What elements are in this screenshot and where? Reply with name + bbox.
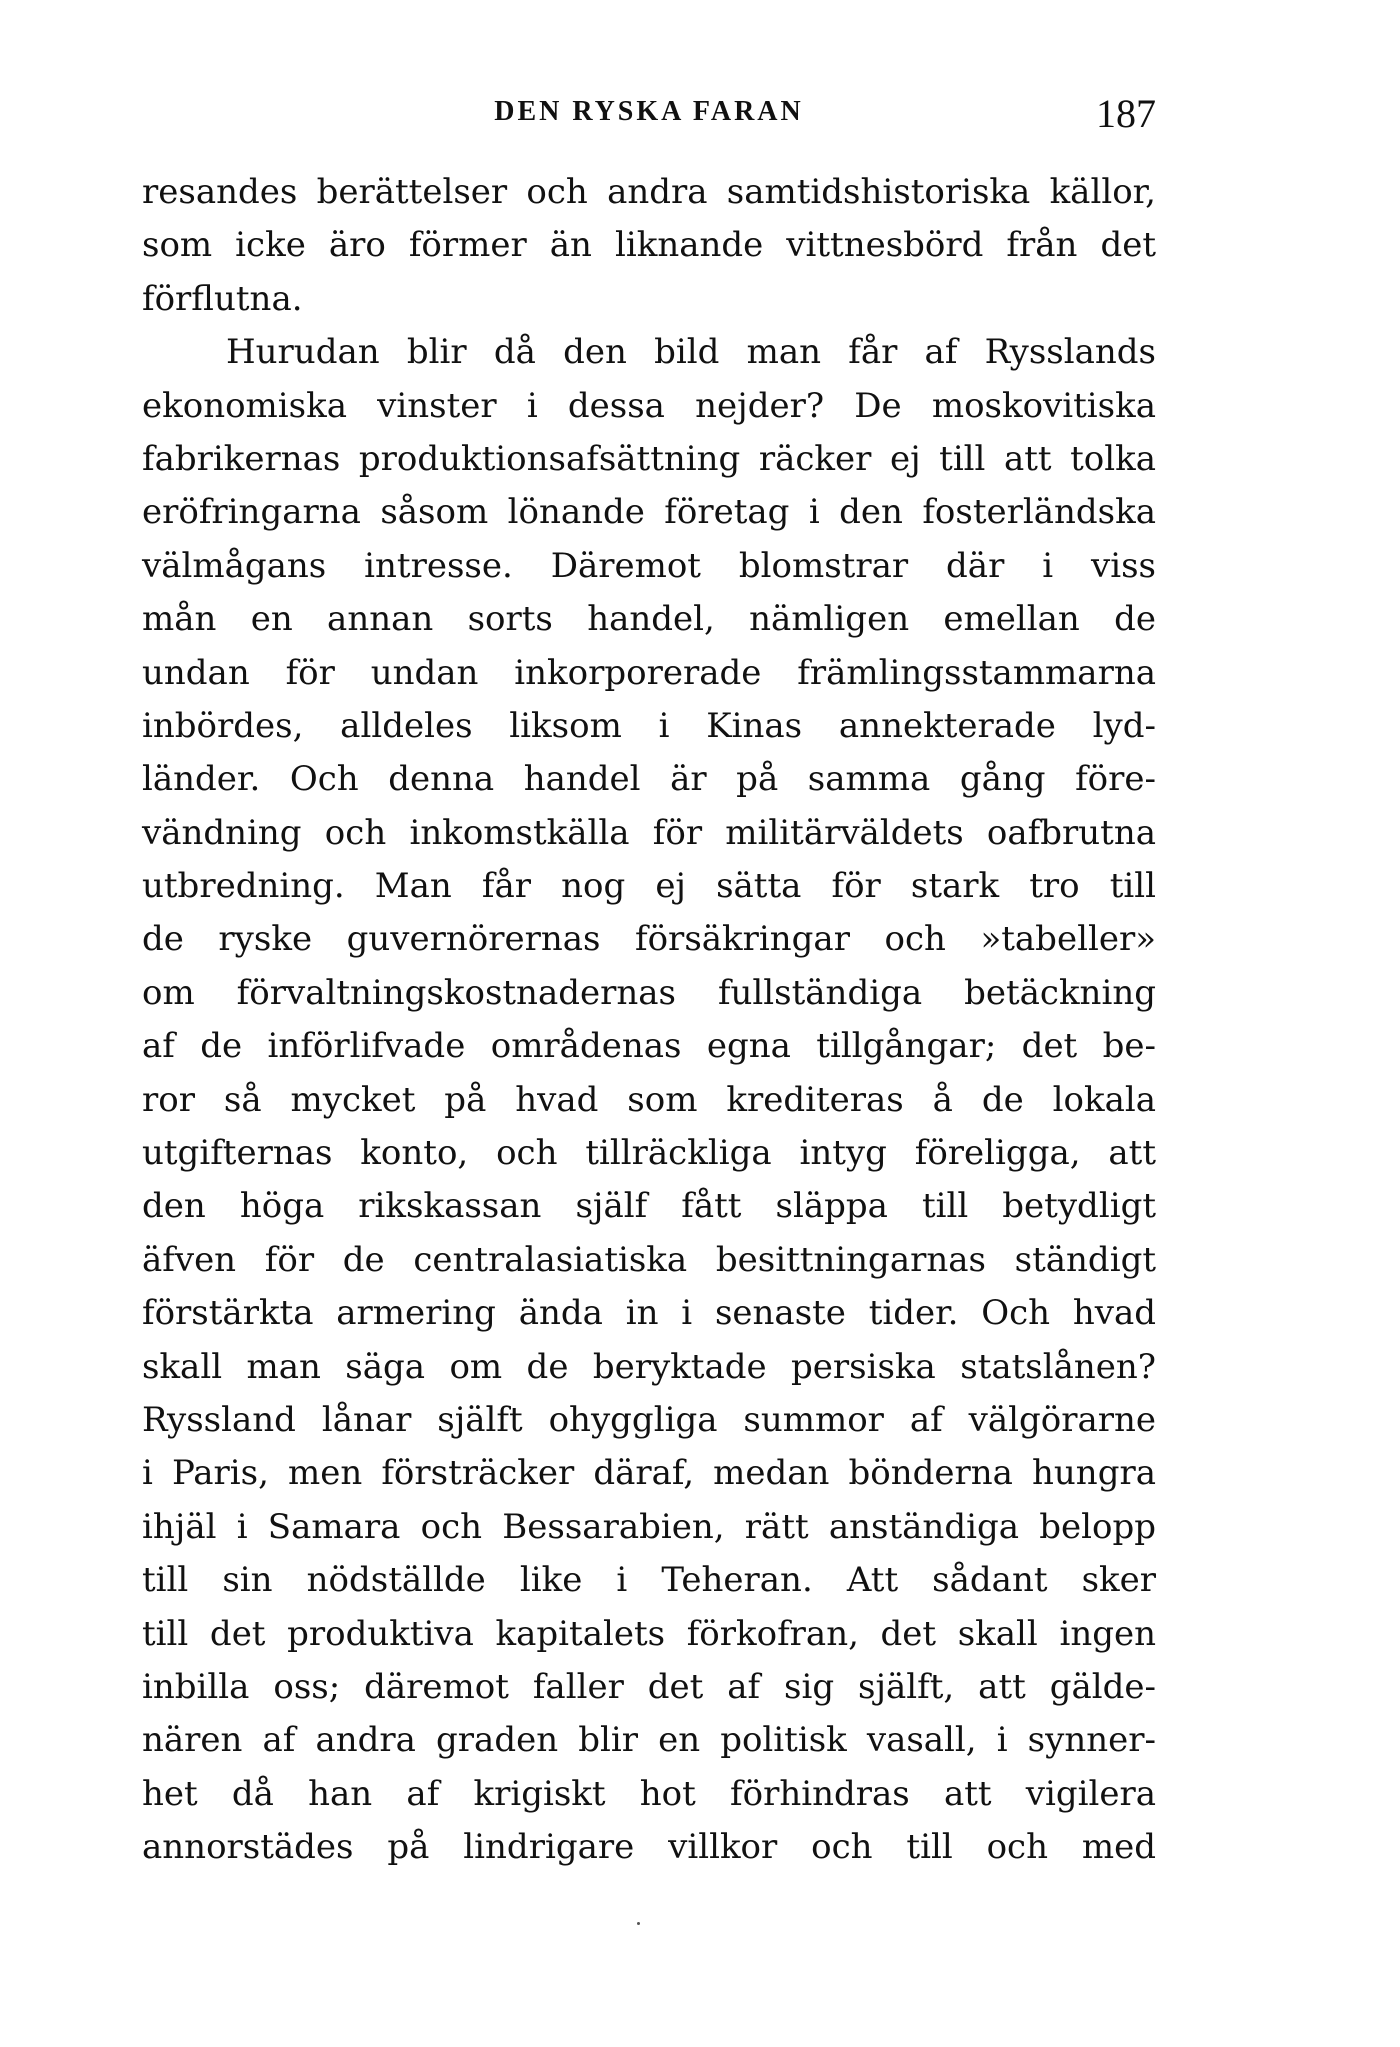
text-line: ekonomiska vinster i dessa nejder? De moskovitiska bbox=[142, 385, 1156, 426]
text-line: Hurudan blir då den bild man får af Rysslands bbox=[226, 332, 1156, 373]
print-speck bbox=[637, 1922, 640, 1925]
text-line: i Paris, men försträcker däraf, medan bönderna hungra bbox=[142, 1453, 1156, 1494]
text-line: skall man säga om de beryktade persiska statslånen? bbox=[142, 1346, 1156, 1387]
text-line: äfven för de centralasiatiska besittningarnas ständigt bbox=[142, 1239, 1156, 1280]
text-line: vändning och inkomstkälla för militärväldets oafbrutna bbox=[142, 812, 1156, 853]
text-line: undan för undan inkorporerade främlingsstammarna bbox=[142, 652, 1156, 693]
text-line: inbördes, alldeles liksom i Kinas annekterade lyd- bbox=[142, 705, 1156, 746]
text-line: den höga rikskassan själf fått släppa till betydligt bbox=[142, 1186, 1156, 1227]
text-line: förstärkta armering ända in i senaste tider. Och hvad bbox=[142, 1293, 1156, 1334]
text-line: resandes berättelser och andra samtidshistoriska källor, bbox=[142, 172, 1156, 212]
text-line: om förvaltningskostnadernas fullständiga betäckning bbox=[142, 972, 1156, 1013]
text-line: af de införlifvade områdenas egna tillgångar; det be- bbox=[142, 1026, 1156, 1067]
text-line: länder. Och denna handel är på samma gång före- bbox=[142, 759, 1156, 800]
text-line: ihjäl i Samara och Bessarabien, rätt anständiga belopp bbox=[142, 1506, 1156, 1547]
text-line: inbilla oss; däremot faller det af sig själft, att gälde- bbox=[142, 1666, 1156, 1707]
text-line: mån en annan sorts handel, nämligen emellan de bbox=[142, 599, 1156, 640]
text-line: till sin nödställde like i Teheran. Att sådant sker bbox=[142, 1560, 1156, 1601]
text-line: Ryssland lånar själft ohyggliga summor af välgörarne bbox=[142, 1399, 1156, 1440]
text-line: förflutna. bbox=[142, 278, 303, 319]
page-number: 187 bbox=[1096, 91, 1156, 136]
text-line: till det produktiva kapitalets förkofran, det skall ingen bbox=[142, 1613, 1156, 1654]
text-line: de ryske guvernörernas försäkringar och »tabeller» bbox=[142, 919, 1156, 960]
text-line: välmågans intresse. Däremot blomstrar där i viss bbox=[142, 545, 1156, 586]
text-line: fabrikernas produktionsafsättning räcker ej till att tolka bbox=[142, 438, 1156, 479]
text-line: annorstädes på lindrigare villkor och till och med bbox=[142, 1827, 1156, 1868]
text-line: het då han af krigiskt hot förhindras att vigilera bbox=[142, 1773, 1156, 1814]
running-title: DEN RYSKA FARAN bbox=[494, 96, 804, 127]
text-line: eröfringarna såsom lönande företag i den fosterländska bbox=[142, 492, 1156, 533]
text-line: utgifternas konto, och tillräckliga intyg föreligga, att bbox=[142, 1133, 1156, 1174]
text-line: nären af andra graden blir en politisk vasall, i synner- bbox=[142, 1720, 1156, 1761]
text-line: utbredning. Man får nog ej sätta för stark tro till bbox=[142, 866, 1156, 907]
running-head bbox=[142, 91, 1156, 146]
text-line: ror så mycket på hvad som krediteras å de lokala bbox=[142, 1079, 1156, 1120]
text-line: som icke äro förmer än liknande vittnesbörd från det bbox=[142, 225, 1156, 266]
body-text bbox=[142, 166, 1156, 1875]
